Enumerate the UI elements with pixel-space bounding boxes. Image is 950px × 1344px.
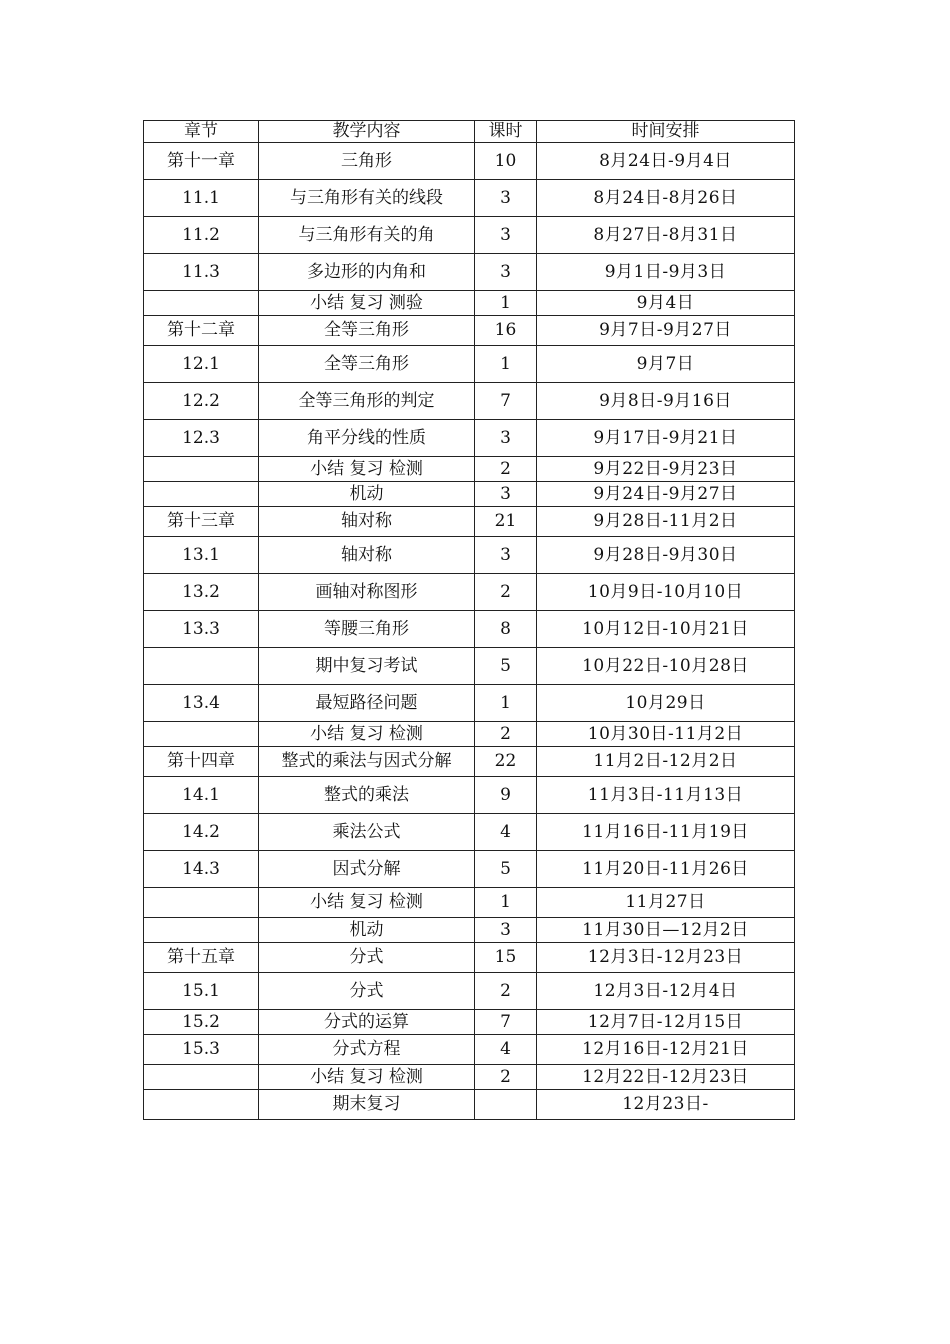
cell-time: 9月7日-9月27日 xyxy=(537,316,795,346)
cell-chapter xyxy=(144,918,259,943)
cell-content: 等腰三角形 xyxy=(259,611,475,648)
cell-hours: 2 xyxy=(475,1065,537,1090)
cell-content: 全等三角形 xyxy=(259,346,475,383)
cell-chapter: 13.4 xyxy=(144,685,259,722)
table-row xyxy=(144,777,795,814)
cell-content: 小结 复习 检测 xyxy=(259,888,475,918)
cell-time: 11月2日-12月2日 xyxy=(537,747,795,777)
cell-hours: 21 xyxy=(475,507,537,537)
cell-hours: 5 xyxy=(475,851,537,888)
cell-content: 机动 xyxy=(259,918,475,943)
cell-content: 多边形的内角和 xyxy=(259,254,475,291)
header-time: 时间安排 xyxy=(537,121,795,143)
table-row xyxy=(144,888,795,918)
cell-hours: 2 xyxy=(475,574,537,611)
table-row xyxy=(144,747,795,777)
header-hours: 课时 xyxy=(475,121,537,143)
cell-hours: 7 xyxy=(475,1010,537,1035)
cell-hours: 22 xyxy=(475,747,537,777)
cell-chapter: 14.3 xyxy=(144,851,259,888)
cell-content: 轴对称 xyxy=(259,537,475,574)
cell-chapter: 15.2 xyxy=(144,1010,259,1035)
cell-hours: 5 xyxy=(475,648,537,685)
cell-time: 11月27日 xyxy=(537,888,795,918)
cell-time: 10月30日-11月2日 xyxy=(537,722,795,747)
cell-time: 11月16日-11月19日 xyxy=(537,814,795,851)
cell-content: 全等三角形 xyxy=(259,316,475,346)
cell-time: 12月3日-12月4日 xyxy=(537,973,795,1010)
header-row xyxy=(144,121,795,143)
cell-time: 10月9日-10月10日 xyxy=(537,574,795,611)
cell-content: 画轴对称图形 xyxy=(259,574,475,611)
cell-time: 9月4日 xyxy=(537,291,795,316)
cell-content: 小结 复习 检测 xyxy=(259,722,475,747)
table-row xyxy=(144,685,795,722)
cell-hours: 4 xyxy=(475,814,537,851)
cell-content: 与三角形有关的角 xyxy=(259,217,475,254)
cell-chapter: 11.3 xyxy=(144,254,259,291)
cell-content: 期中复习考试 xyxy=(259,648,475,685)
cell-chapter xyxy=(144,482,259,507)
cell-chapter: 13.2 xyxy=(144,574,259,611)
cell-hours: 2 xyxy=(475,973,537,1010)
table-row xyxy=(144,1065,795,1090)
cell-content: 分式 xyxy=(259,973,475,1010)
table-row xyxy=(144,918,795,943)
cell-chapter: 13.1 xyxy=(144,537,259,574)
table-row xyxy=(144,943,795,973)
table-row xyxy=(144,346,795,383)
cell-hours: 1 xyxy=(475,685,537,722)
cell-hours: 3 xyxy=(475,482,537,507)
cell-content: 全等三角形的判定 xyxy=(259,383,475,420)
table-row xyxy=(144,316,795,346)
table-row xyxy=(144,1035,795,1065)
cell-content: 角平分线的性质 xyxy=(259,420,475,457)
cell-chapter: 11.1 xyxy=(144,180,259,217)
cell-time: 8月24日-9月4日 xyxy=(537,143,795,180)
table-row xyxy=(144,254,795,291)
cell-hours: 15 xyxy=(475,943,537,973)
cell-hours: 3 xyxy=(475,217,537,254)
cell-time: 12月23日- xyxy=(537,1090,795,1120)
cell-time: 10月12日-10月21日 xyxy=(537,611,795,648)
cell-content: 小结 复习 检测 xyxy=(259,1065,475,1090)
table-row xyxy=(144,851,795,888)
cell-chapter: 第十二章 xyxy=(144,316,259,346)
cell-time: 9月22日-9月23日 xyxy=(537,457,795,482)
header-chapter: 章节 xyxy=(144,121,259,143)
table-row xyxy=(144,611,795,648)
cell-hours: 10 xyxy=(475,143,537,180)
table-row xyxy=(144,482,795,507)
cell-hours: 3 xyxy=(475,537,537,574)
cell-chapter: 第十四章 xyxy=(144,747,259,777)
cell-content: 因式分解 xyxy=(259,851,475,888)
table-row xyxy=(144,648,795,685)
cell-time: 9月1日-9月3日 xyxy=(537,254,795,291)
cell-content: 分式的运算 xyxy=(259,1010,475,1035)
cell-time: 8月27日-8月31日 xyxy=(537,217,795,254)
cell-hours: 16 xyxy=(475,316,537,346)
cell-time: 9月28日-9月30日 xyxy=(537,537,795,574)
cell-content: 期末复习 xyxy=(259,1090,475,1120)
cell-time: 12月3日-12月23日 xyxy=(537,943,795,973)
cell-time: 12月16日-12月21日 xyxy=(537,1035,795,1065)
cell-content: 乘法公式 xyxy=(259,814,475,851)
cell-chapter: 第十五章 xyxy=(144,943,259,973)
table-row xyxy=(144,143,795,180)
cell-time: 12月7日-12月15日 xyxy=(537,1010,795,1035)
cell-time: 9月17日-9月21日 xyxy=(537,420,795,457)
cell-chapter xyxy=(144,291,259,316)
table-row xyxy=(144,722,795,747)
cell-time: 11月30日—12月2日 xyxy=(537,918,795,943)
cell-content: 分式方程 xyxy=(259,1035,475,1065)
cell-chapter: 11.2 xyxy=(144,217,259,254)
cell-chapter xyxy=(144,1065,259,1090)
cell-hours: 7 xyxy=(475,383,537,420)
cell-hours: 8 xyxy=(475,611,537,648)
cell-chapter: 14.2 xyxy=(144,814,259,851)
cell-time: 8月24日-8月26日 xyxy=(537,180,795,217)
cell-chapter: 13.3 xyxy=(144,611,259,648)
table-row xyxy=(144,457,795,482)
table-row xyxy=(144,574,795,611)
cell-hours: 9 xyxy=(475,777,537,814)
cell-chapter: 15.3 xyxy=(144,1035,259,1065)
cell-time: 11月3日-11月13日 xyxy=(537,777,795,814)
cell-content: 小结 复习 测验 xyxy=(259,291,475,316)
cell-chapter xyxy=(144,888,259,918)
cell-hours xyxy=(475,1090,537,1120)
cell-hours: 3 xyxy=(475,918,537,943)
cell-time: 10月22日-10月28日 xyxy=(537,648,795,685)
cell-chapter: 第十三章 xyxy=(144,507,259,537)
cell-content: 整式的乘法 xyxy=(259,777,475,814)
cell-content: 整式的乘法与因式分解 xyxy=(259,747,475,777)
cell-hours: 3 xyxy=(475,254,537,291)
cell-hours: 1 xyxy=(475,291,537,316)
cell-time: 11月20日-11月26日 xyxy=(537,851,795,888)
cell-chapter: 第十一章 xyxy=(144,143,259,180)
cell-content: 机动 xyxy=(259,482,475,507)
cell-content: 三角形 xyxy=(259,143,475,180)
table-row xyxy=(144,217,795,254)
cell-content: 分式 xyxy=(259,943,475,973)
cell-content: 最短路径问题 xyxy=(259,685,475,722)
cell-time: 9月24日-9月27日 xyxy=(537,482,795,507)
cell-time: 10月29日 xyxy=(537,685,795,722)
cell-hours: 2 xyxy=(475,457,537,482)
table-row xyxy=(144,420,795,457)
cell-chapter: 12.3 xyxy=(144,420,259,457)
header-content: 教学内容 xyxy=(259,121,475,143)
cell-chapter: 12.2 xyxy=(144,383,259,420)
cell-time: 9月7日 xyxy=(537,346,795,383)
cell-hours: 1 xyxy=(475,346,537,383)
cell-chapter: 15.1 xyxy=(144,973,259,1010)
table-row xyxy=(144,180,795,217)
cell-hours: 1 xyxy=(475,888,537,918)
cell-chapter xyxy=(144,457,259,482)
teaching-schedule-table xyxy=(143,120,795,1120)
table-row xyxy=(144,973,795,1010)
cell-chapter: 14.1 xyxy=(144,777,259,814)
cell-time: 9月8日-9月16日 xyxy=(537,383,795,420)
cell-hours: 4 xyxy=(475,1035,537,1065)
cell-chapter xyxy=(144,722,259,747)
table-row xyxy=(144,537,795,574)
cell-chapter: 12.1 xyxy=(144,346,259,383)
cell-chapter xyxy=(144,1090,259,1120)
cell-chapter xyxy=(144,648,259,685)
table-row xyxy=(144,383,795,420)
cell-hours: 3 xyxy=(475,420,537,457)
cell-hours: 3 xyxy=(475,180,537,217)
cell-content: 与三角形有关的线段 xyxy=(259,180,475,217)
cell-hours: 2 xyxy=(475,722,537,747)
cell-content: 轴对称 xyxy=(259,507,475,537)
cell-time: 9月28日-11月2日 xyxy=(537,507,795,537)
cell-time: 12月22日-12月23日 xyxy=(537,1065,795,1090)
table-row xyxy=(144,507,795,537)
table-row xyxy=(144,1010,795,1035)
cell-content: 小结 复习 检测 xyxy=(259,457,475,482)
table-row xyxy=(144,291,795,316)
table-row xyxy=(144,814,795,851)
table-row xyxy=(144,1090,795,1120)
